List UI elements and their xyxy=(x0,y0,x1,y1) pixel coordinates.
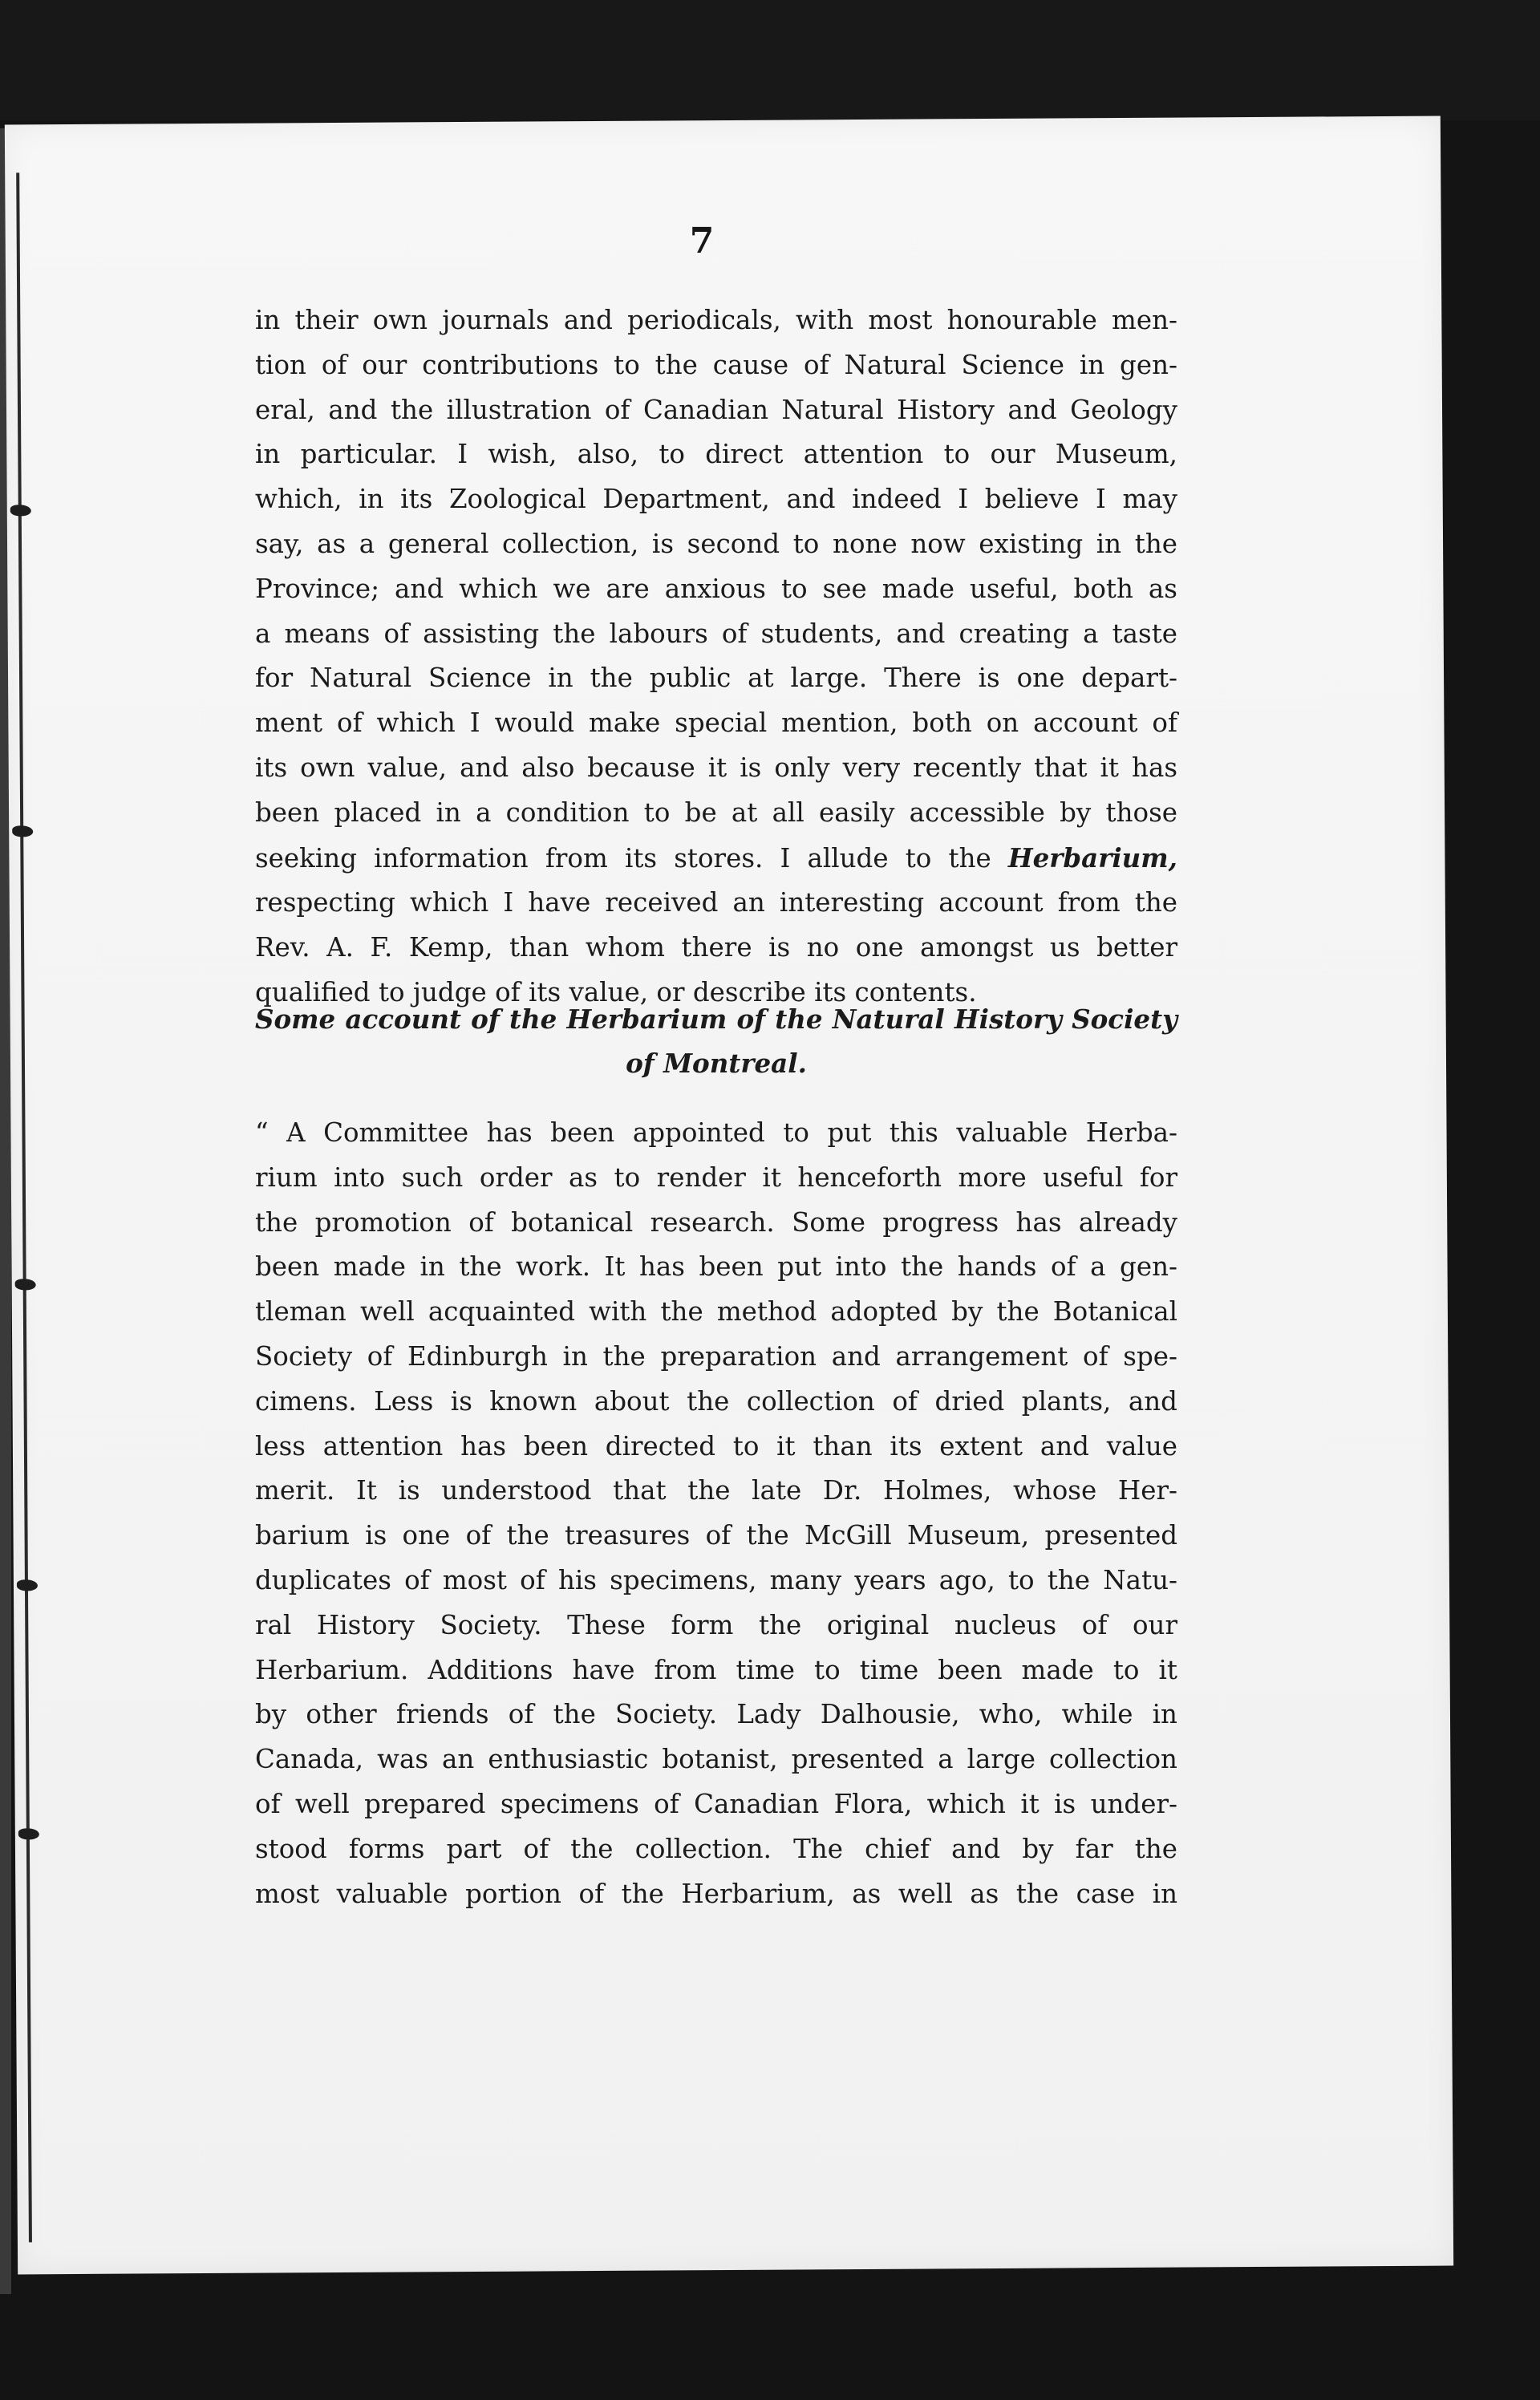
text-line: stood forms part of the collection. The chief and by far the xyxy=(255,1833,1177,1864)
text-line: Province; and which we are anxious to see made useful, both as xyxy=(255,573,1177,604)
text-line: by other friends of the Society. Lady Dalhousie, who, while in xyxy=(255,1699,1177,1730)
binding-stitch-mark xyxy=(14,1576,46,1594)
heading-line: of Montreal. xyxy=(626,1048,807,1079)
text-line: which, in its Zoological Department, and indeed I believe I may xyxy=(255,484,1177,515)
binding-stitch-mark xyxy=(15,1825,47,1843)
paragraph-herbarium xyxy=(255,1111,1177,1916)
text-line: for Natural Science in the public at large. There is one depart- xyxy=(255,663,1177,694)
text-line: Herbarium. Additions have from time to time been made to it xyxy=(255,1654,1177,1685)
text-line: the promotion of botanical research. Some progress has already xyxy=(255,1206,1177,1238)
text-line: say, as a general collection, is second to none now existing in the xyxy=(255,528,1177,559)
binding-stitch-mark xyxy=(7,501,39,519)
text-line: “ A Committee has been appointed to put this valuable Herba- xyxy=(255,1117,1177,1148)
binding-stitch-mark xyxy=(9,822,41,840)
text-line: Rev. A. F. Kemp, than whom there is no one amongst us better xyxy=(255,932,1177,963)
text-line: respecting which I have received an interesting account from the xyxy=(255,887,1177,918)
text-line: its own value, and also because it is only very recently that it has xyxy=(255,752,1177,783)
text-line: qualified to judge of its value, or describe its contents. xyxy=(255,976,977,1007)
binding-stitch-mark xyxy=(12,1275,44,1293)
text-line: been made in the work. It has been put into the hands of a gen- xyxy=(255,1251,1177,1283)
paragraph-intro xyxy=(255,298,1177,1016)
heading-line: Some account of the Herbarium of the Natural History Society xyxy=(255,1003,1177,1035)
text-line: most valuable portion of the Herbarium, as well as the case in xyxy=(255,1878,1177,1909)
text-line: duplicates of most of his specimens, many years ago, to the Natu- xyxy=(255,1564,1177,1595)
text-line: ment of which I would make special mention, both on account of xyxy=(255,707,1177,739)
text-line: eral, and the illustration of Canadian Natural History and Geology xyxy=(255,394,1177,425)
text-line: a means of assisting the labours of students, and creating a taste xyxy=(255,618,1177,649)
text-line: barium is one of the treasures of the McGill Museum, presented xyxy=(255,1520,1177,1551)
binding-edge xyxy=(16,172,32,2242)
herbarium-italic-word: Herbarium, xyxy=(1007,841,1177,874)
text-line: ral History Society. These form the original nucleus of our xyxy=(255,1609,1177,1640)
text-segment: seeking information from its stores. I allude to the xyxy=(255,842,991,874)
page-number: 7 xyxy=(689,221,715,261)
scanner-background-top xyxy=(0,0,1540,120)
text-line: been placed in a condition to be at all easily accessible by those xyxy=(255,797,1177,828)
text-line: cimens. Less is known about the collection of dried plants, and xyxy=(255,1385,1177,1417)
text-line: Canada, was an enthusiastic botanist, presented a large collection xyxy=(255,1744,1177,1775)
text-line: of well prepared specimens of Canadian Flora, which it is under- xyxy=(255,1788,1177,1819)
text-line: Society of Edinburgh in the preparation and arrangement of spe- xyxy=(255,1340,1177,1372)
section-heading xyxy=(255,997,1177,1085)
text-line: rium into such order as to render it henceforth more useful for xyxy=(255,1161,1177,1193)
text-line: tion of our contributions to the cause of Natural Science in gen- xyxy=(255,349,1177,380)
text-line: less attention has been directed to it than its extent and value xyxy=(255,1430,1177,1461)
text-line-with-italic xyxy=(255,836,1177,882)
text-line: in particular. I wish, also, to direct attention to our Museum, xyxy=(255,439,1177,470)
text-line: tleman well acquainted with the method adopted by the Botanical xyxy=(255,1296,1177,1328)
text-line: in their own journals and periodicals, with most honourable men- xyxy=(255,305,1177,335)
text-line: merit. It is understood that the late Dr. Holmes, whose Her- xyxy=(255,1475,1177,1506)
